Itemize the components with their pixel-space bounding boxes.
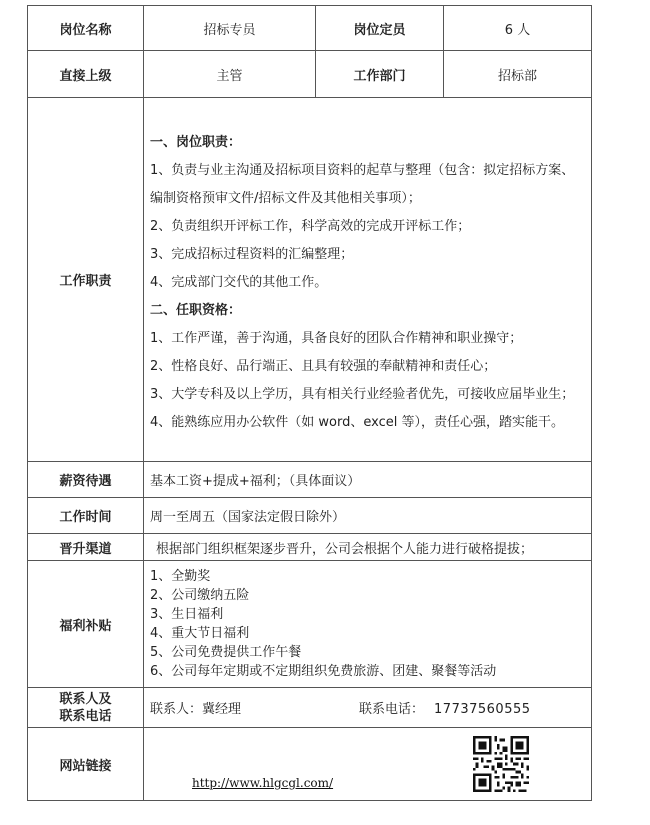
duties-label: 工作职责 bbox=[28, 98, 144, 462]
row-website bbox=[28, 728, 592, 801]
row-benefits bbox=[28, 561, 592, 688]
benefit-item: 1、全勤奖 bbox=[150, 569, 211, 584]
contact-person: 联系人：冀经理 bbox=[150, 702, 242, 717]
department-label: 工作部门 bbox=[316, 51, 444, 98]
promotion-label: 晋升渠道 bbox=[28, 534, 144, 561]
website-label: 网站链接 bbox=[28, 728, 144, 801]
position-value: 招标专员 bbox=[144, 6, 316, 51]
benefit-item: 4、重大节日福利 bbox=[150, 626, 250, 641]
work-time-label: 工作时间 bbox=[28, 498, 144, 534]
benefits-content bbox=[144, 561, 592, 688]
phone-label: 联系电话： bbox=[359, 702, 425, 717]
contact-label-line1: 联系人及 bbox=[59, 691, 112, 707]
qualification-item: 1、工作严谨，善于沟通，具备良好的团队合作精神和职业操守； bbox=[150, 330, 523, 346]
qualification-item: 2、性格良好、品行端正、且具有较强的奉献精神和责任心； bbox=[150, 358, 497, 374]
row-work-time bbox=[28, 498, 592, 534]
duties-section2-title: 二、任职资格： bbox=[150, 302, 242, 318]
duties-content bbox=[144, 98, 592, 462]
row-salary bbox=[28, 462, 592, 498]
position-label: 岗位名称 bbox=[28, 6, 144, 51]
benefit-item: 5、公司免费提供工作午餐 bbox=[150, 645, 302, 660]
supervisor-label: 直接上级 bbox=[28, 51, 144, 98]
qr-code-icon bbox=[473, 736, 529, 792]
work-time-value: 周一至周五（国家法定假日除外） bbox=[144, 498, 592, 534]
duty-item: 3、完成招标过程资料的汇编整理； bbox=[150, 246, 354, 262]
job-description-table bbox=[27, 5, 592, 801]
row-duties bbox=[28, 98, 592, 462]
promotion-value: 根据部门组织框架逐步晋升，公司会根据个人能力进行破格提拔； bbox=[144, 534, 592, 561]
contact-label-line2: 联系电话 bbox=[59, 708, 112, 724]
salary-value: 基本工资+提成+福利；（具体面议） bbox=[144, 462, 592, 498]
benefit-item: 3、生日福利 bbox=[150, 607, 224, 622]
department-value: 招标部 bbox=[444, 51, 592, 98]
row-supervisor bbox=[28, 51, 592, 98]
website-content bbox=[144, 728, 592, 801]
benefit-item: 6、公司每年定期或不定期组织免费旅游、团建、聚餐等活动 bbox=[150, 664, 497, 679]
row-position bbox=[28, 6, 592, 51]
row-contact bbox=[28, 688, 592, 728]
duties-section1-title: 一、岗位职责： bbox=[150, 134, 242, 150]
benefits-label: 福利补贴 bbox=[28, 561, 144, 688]
duty-item: 2、负责组织开评标工作，科学高效的完成开评标工作； bbox=[150, 218, 471, 234]
row-promotion bbox=[28, 534, 592, 561]
qualification-item: 3、大学专科及以上学历，具有相关行业经验者优先，可接收应届毕业生； bbox=[150, 386, 575, 402]
headcount-value: 6 人 bbox=[444, 6, 592, 51]
benefit-item: 2、公司缴纳五险 bbox=[150, 588, 250, 603]
contact-label bbox=[28, 688, 144, 728]
qualification-item: 4、能熟练应用办公软件（如 word、excel 等），责任心强，踏实能干。 bbox=[150, 414, 564, 430]
duty-item: 4、完成部门交代的其他工作。 bbox=[150, 274, 328, 290]
supervisor-value: 主管 bbox=[144, 51, 316, 98]
website-link[interactable]: http://www.hlgcgl.com/ bbox=[192, 776, 334, 790]
contact-content bbox=[144, 688, 592, 728]
duty-item: 1、负责与业主沟通及招标项目资料的起草与整理（包含：拟定招标方案、编制资格预审文件/招标文件及其他相关事项）； bbox=[150, 162, 575, 206]
headcount-label: 岗位定员 bbox=[316, 6, 444, 51]
phone-number: 17737560555 bbox=[434, 702, 531, 717]
salary-label: 薪资待遇 bbox=[28, 462, 144, 498]
